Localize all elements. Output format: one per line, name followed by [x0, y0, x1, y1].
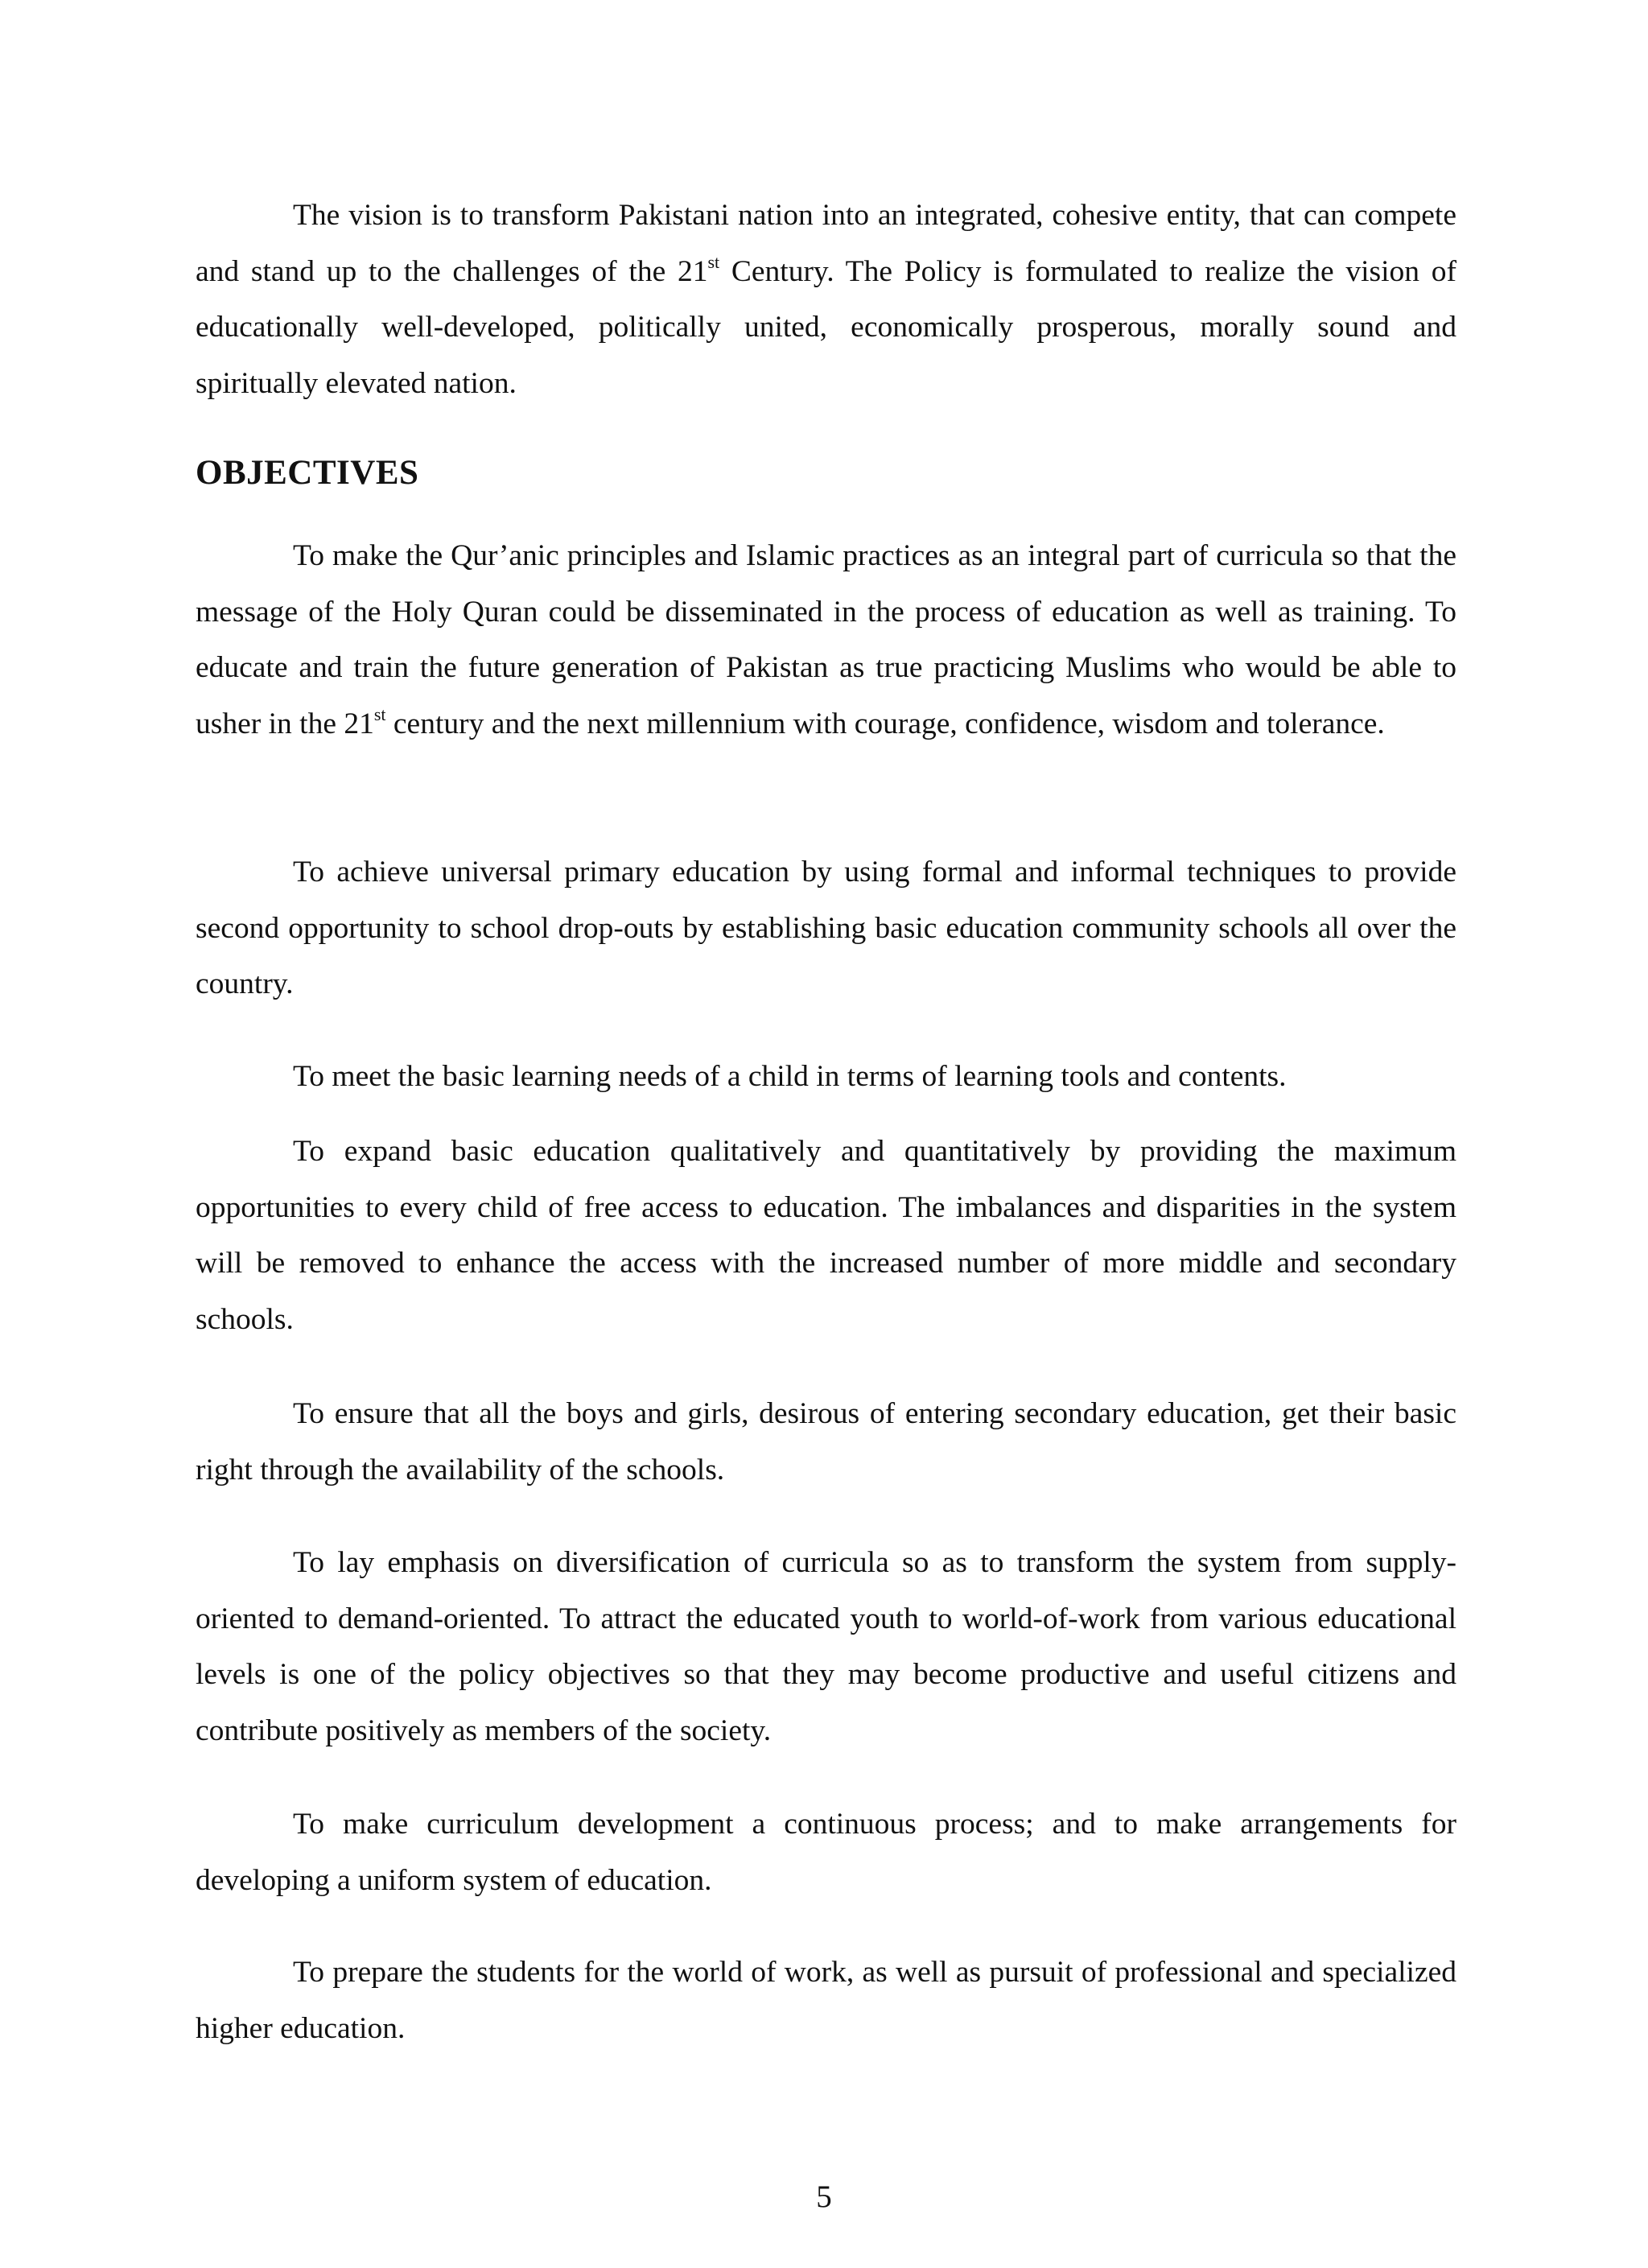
- objective-1-text-part2: century and the next millennium with courage, confidence, wisdom and tolerance.: [385, 707, 1385, 740]
- objective-paragraph-8: To prepare the students for the world of work, as well as pursuit of professional and specialized higher education.: [196, 1956, 1456, 2045]
- objective-paragraph-6: To lay emphasis on diversification of curricula so as to transform the system from supply-oriented to demand-oriented. To attract the educated youth to world-of-work from various educational levels is one of the policy objectives so that they may become productive and useful citizens and contribute positively as members of the society.: [196, 1546, 1456, 1747]
- objective-paragraph-2: To achieve universal primary education by using formal and informal techniques to provide second opportunity to school drop-outs by establishing basic education community schools all over the country.: [196, 856, 1456, 1000]
- vision-text-part2: Century. The Policy is formulated to realize the vision of educationally well-developed, politically united, economically prosperous, morally sound and spiritually elevated nation.: [196, 254, 1456, 400]
- objective-1-superscript: st: [373, 704, 386, 724]
- objective-1-text-part1: To make the Qur’anic principles and Islamic practices as an integral part of curricula so that the message of the Holy Quran could be disseminated in the process of education as well as training. To educate and train the future generation of Pakistan as true practicing Muslims who would be able to usher in the 21: [196, 539, 1456, 740]
- vision-paragraph: [196, 188, 1456, 411]
- vision-superscript: st: [707, 252, 720, 272]
- objective-paragraph-5: To ensure that all the boys and girls, desirous of entering secondary education, get their basic right through the availability of the schools.: [196, 1397, 1456, 1487]
- objective-paragraph-3: To meet the basic learning needs of a child in terms of learning tools and contents.: [293, 1060, 1287, 1093]
- objective-paragraph-1: [196, 528, 1456, 752]
- objectives-heading: OBJECTIVES: [196, 454, 419, 492]
- vision-text-part1: The vision is to transform Pakistani nation into an integrated, cohesive entity, that can compete and stand up to the challenges of the 21: [196, 199, 1456, 288]
- page-number: 5: [816, 2179, 832, 2214]
- objective-paragraph-7: To make curriculum development a continuous process; and to make arrangements for developing a uniform system of education.: [196, 1808, 1456, 1897]
- objective-paragraph-4: To expand basic education qualitatively and quantitatively by providing the maximum opportunities to every child of free access to education. The imbalances and disparities in the system will be removed to enhance the access with the increased number of more middle and secondary schools.: [196, 1135, 1456, 1336]
